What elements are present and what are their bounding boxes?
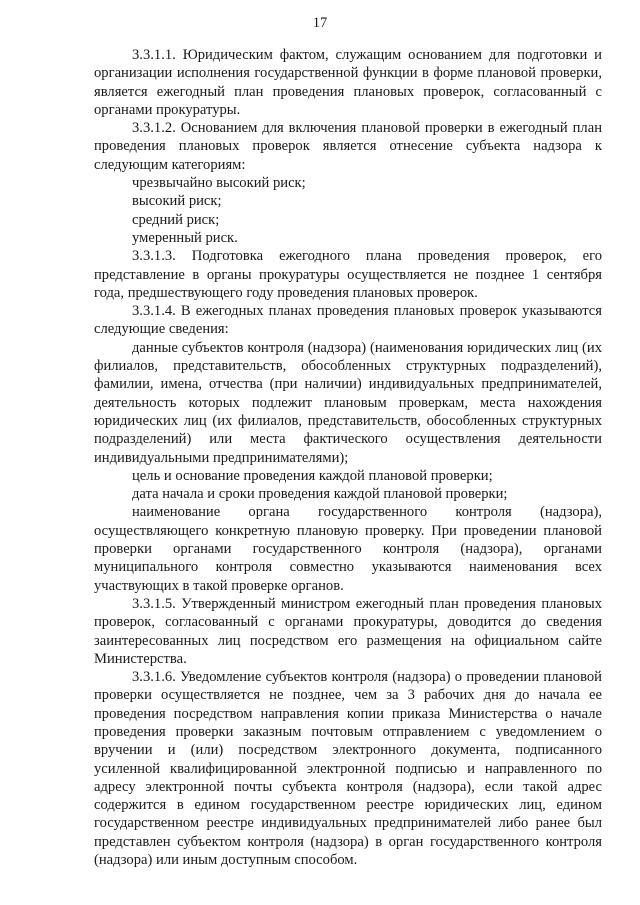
plan-info-item: дата начала и сроки проведения каждой плановой проверки; xyxy=(132,486,508,503)
page-number: 17 xyxy=(312,15,328,31)
plan-info-item: наименование органа государственного контроля (надзора), осуществляющего конкретную плановую проверку. При проведении плановой проверки органами государственного контроля (надзора), органами муниципального контроля совместно указываются наименования всех участвующих в такой проверке органов. xyxy=(94,504,602,594)
plan-info-item: цель и основание проведения каждой плановой проверки; xyxy=(132,467,493,484)
document-body xyxy=(94,46,602,869)
risk-category-item: средний риск; xyxy=(132,211,220,228)
paragraph-3-3-1-6: 3.3.1.6. Уведомление субъектов контроля (надзора) о проведении плановой проверки осуществляется не позднее, чем за 3 рабочих дня до начала ее проведения посредством направления копии приказа Министерства о начале проведения проверки заказным почтовым отправлением с уведомлением о вручении и (или) посредством электронного документа, подписанного усиленной квалифицированной электронной подписью и направленного по адресу электронной почты субъекта контроля (надзора), если такой адрес содержится в едином государственном реестре юридических лиц, едином государственном реестре индивидуальных предпринимателей либо ранее был представлен субъектом контроля (надзора) в орган государственного контроля (надзора) или иным доступным способом. xyxy=(94,669,602,869)
paragraph-3-3-1-1: 3.3.1.1. Юридическим фактом, служащим основанием для подготовки и организации исполнения государственной функции в форме плановой проверки, является ежегодный план проведения плановых проверок, согласованный с органами прокуратуры. xyxy=(94,47,602,118)
risk-category-item: высокий риск; xyxy=(132,193,222,210)
paragraph-3-3-1-3: 3.3.1.3. Подготовка ежегодного плана проведения проверок, его представление в органы прокуратуры осуществляется не позднее 1 сентября года, предшествующего году проведения плановых проверок. xyxy=(94,248,602,301)
plan-info-item: данные субъектов контроля (надзора) (наименования юридических лиц (их филиалов, представительств, обособленных структурных подразделений), фамилии, имена, отчества (при наличии) индивидуальных предпринимателей, деятельность которых подлежит плановым проверкам, места нахождения юридических лиц (их филиалов, представительств, обособленных структурных подразделений) или места фактического осуществления деятельности индивидуальными предпринимателями); xyxy=(94,339,602,466)
paragraph-3-3-1-4: 3.3.1.4. В ежегодных планах проведения плановых проверок указываются следующие сведения: xyxy=(94,303,602,338)
paragraph-3-3-1-5: 3.3.1.5. Утвержденный министром ежегодный план проведения плановых проверок, согласованный с органами прокуратуры, доводится до сведения заинтересованных лиц посредством его размещения на официальном сайте Министерства. xyxy=(94,595,602,667)
paragraph-3-3-1-2: 3.3.1.2. Основанием для включения плановой проверки в ежегодный план проведения плановых проверок является отнесение субъекта надзора к следующим категориям: xyxy=(94,120,602,173)
risk-category-item: чрезвычайно высокий риск; xyxy=(132,175,306,192)
risk-category-item: умеренный риск. xyxy=(132,229,238,246)
